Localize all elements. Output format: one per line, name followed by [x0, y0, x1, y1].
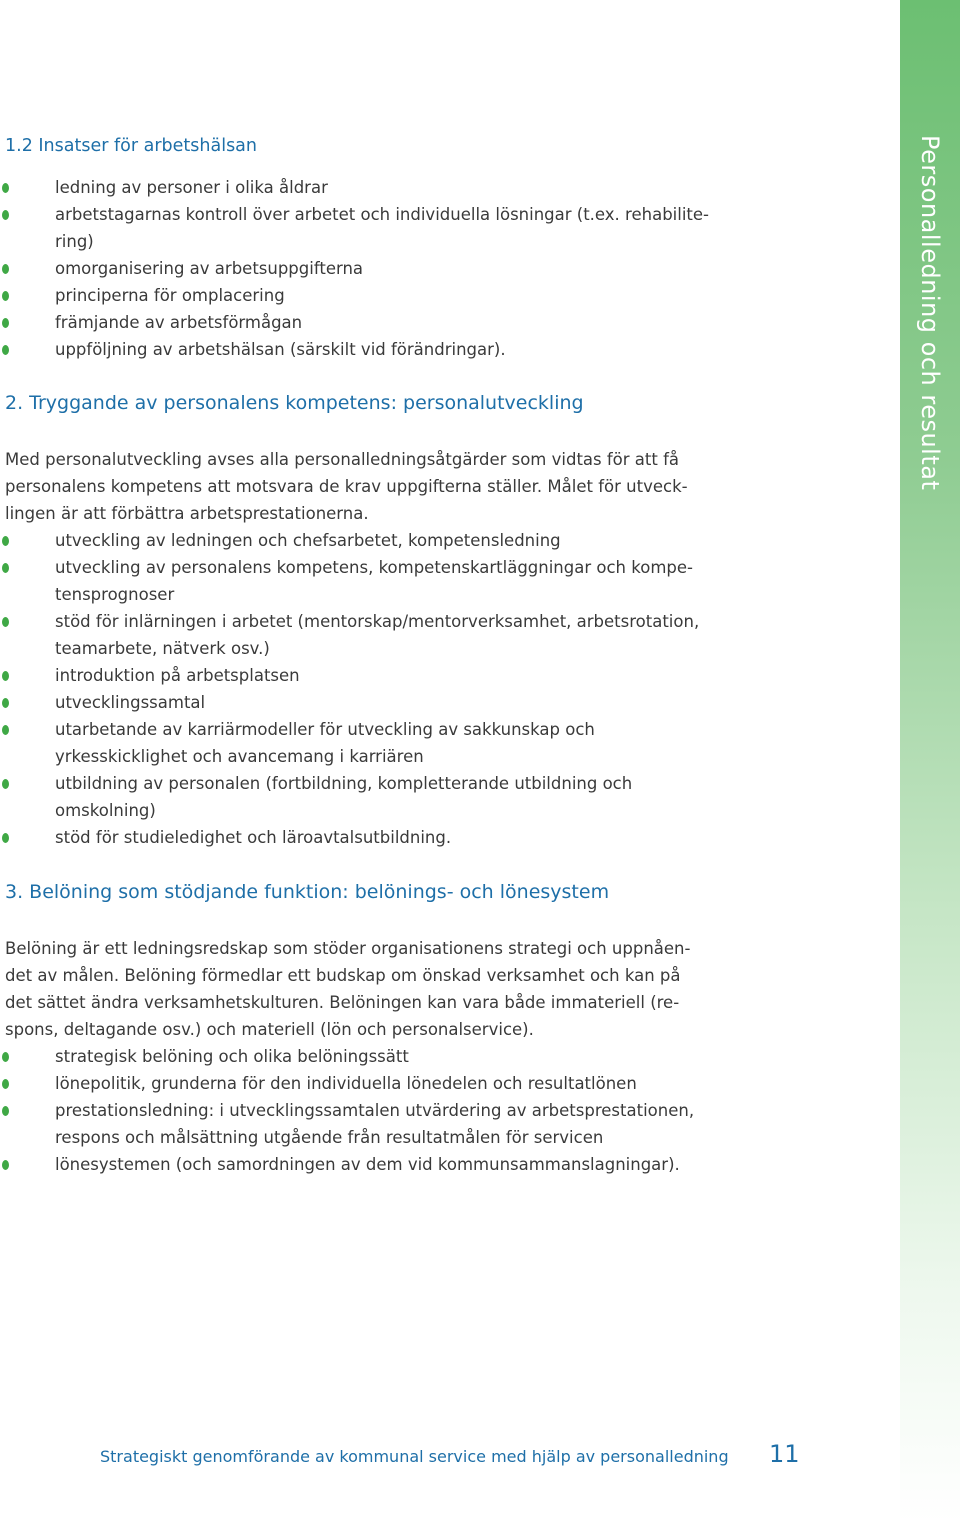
bullet-icon	[2, 833, 9, 843]
sidebar-title: Personalledning och resultat	[916, 135, 944, 491]
bullet-list-arbetshalsa	[0, 174, 709, 363]
bullet-icon	[2, 536, 9, 546]
bullet-icon	[2, 617, 9, 627]
bullet-icon	[2, 1079, 9, 1089]
list-item	[0, 1043, 694, 1070]
bullet-icon	[2, 210, 9, 220]
list-item-text: utveckling av personalens kompetens, kompetenskartläggningar och kompe-	[55, 558, 693, 577]
bullet-list-personalutveckling	[0, 527, 699, 851]
bullet-icon	[2, 264, 9, 274]
list-item	[0, 608, 699, 662]
list-item-text: introduktion på arbetsplatsen	[55, 666, 300, 685]
list-item	[0, 255, 709, 282]
section-heading-1-2: 1.2 Insatser för arbetshälsan	[5, 136, 257, 156]
list-item-text: yrkesskicklighet och avancemang i karriären	[55, 747, 424, 766]
bullet-list-beloning	[0, 1043, 694, 1178]
paragraph-line: spons, deltagande osv.) och materiell (lön och personalservice).	[5, 1020, 534, 1039]
list-item	[0, 824, 699, 851]
bullet-icon	[2, 1106, 9, 1116]
list-item-text: främjande av arbetsförmågan	[55, 313, 303, 332]
list-item	[0, 1070, 694, 1097]
list-item-text: teamarbete, nätverk osv.)	[55, 639, 270, 658]
list-item-text: uppföljning av arbetshälsan (särskilt vid förändringar).	[55, 340, 506, 359]
list-item	[0, 1097, 694, 1151]
list-item-text: utvecklingssamtal	[55, 693, 206, 712]
list-item	[0, 662, 699, 689]
list-item	[0, 689, 699, 716]
section-heading-2: 2. Tryggande av personalens kompetens: personalutveckling	[5, 392, 584, 414]
list-item-text: utbildning av personalen (fortbildning, kompletterande utbildning och	[55, 774, 633, 793]
list-item	[0, 309, 709, 336]
bullet-icon	[2, 779, 9, 789]
list-item-text: omskolning)	[55, 801, 156, 820]
bullet-icon	[2, 563, 9, 573]
bullet-icon	[2, 345, 9, 355]
list-item-text: stöd för studieledighet och läroavtalsutbildning.	[55, 828, 452, 847]
list-item-text: stöd för inlärningen i arbetet (mentorskap/mentorverksamhet, arbetsrotation,	[55, 612, 700, 631]
list-item-text: respons och målsättning utgående från resultatmålen för servicen	[55, 1128, 604, 1147]
paragraph-line: lingen är att förbättra arbetsprestationerna.	[5, 504, 369, 523]
list-item	[0, 527, 699, 554]
paragraph-beloning	[5, 935, 795, 1043]
section-heading-3: 3. Belöning som stödjande funktion: belönings- och lönesystem	[5, 881, 610, 903]
list-item	[0, 336, 709, 363]
paragraph-line: det av målen. Belöning förmedlar ett budskap om önskad verksamhet och kan på	[5, 966, 681, 985]
list-item	[0, 282, 709, 309]
list-item	[0, 770, 699, 824]
list-item-text: lönepolitik, grunderna för den individuella lönedelen och resultatlönen	[55, 1074, 637, 1093]
bullet-icon	[2, 1052, 9, 1062]
paragraph-line: det sättet ändra verksamhetskulturen. Belöningen kan vara både immateriell (re-	[5, 993, 680, 1012]
list-item-text: lönesystemen (och samordningen av dem vid kommunsammanslagningar).	[55, 1155, 680, 1174]
bullet-icon	[2, 183, 9, 193]
bullet-icon	[2, 291, 9, 301]
paragraph-line: Belöning är ett ledningsredskap som stöder organisationens strategi och uppnåen-	[5, 939, 691, 958]
list-item	[0, 201, 709, 255]
list-item-text: strategisk belöning och olika belöningssätt	[55, 1047, 409, 1066]
list-item-text: omorganisering av arbetsuppgifterna	[55, 259, 364, 278]
list-item-text: utarbetande av karriärmodeller för utveckling av sakkunskap och	[55, 720, 595, 739]
paragraph-line: Med personalutveckling avses alla personalledningsåtgärder som vidtas för att få	[5, 450, 680, 469]
bullet-icon	[2, 1160, 9, 1170]
list-item-text: utveckling av ledningen och chefsarbetet, kompetensledning	[55, 531, 561, 550]
list-item-text: tensprognoser	[55, 585, 175, 604]
bullet-icon	[2, 725, 9, 735]
list-item-text: prestationsledning: i utvecklingssamtalen utvärdering av arbetsprestationen,	[55, 1101, 695, 1120]
list-item-text: principerna för omplacering	[55, 286, 285, 305]
list-item	[0, 1151, 694, 1178]
list-item-text: ledning av personer i olika åldrar	[55, 178, 328, 197]
paragraph-line: personalens kompetens att motsvara de krav uppgifterna ställer. Målet för utveck-	[5, 477, 688, 496]
bullet-icon	[2, 671, 9, 681]
paragraph-personalutveckling	[5, 446, 795, 527]
list-item-text: arbetstagarnas kontroll över arbetet och individuella lösningar (t.ex. rehabilite-	[55, 205, 709, 224]
bullet-icon	[2, 698, 9, 708]
bullet-icon	[2, 318, 9, 328]
footer-title: Strategiskt genomförande av kommunal service med hjälp av personalledning	[100, 1447, 729, 1466]
list-item	[0, 174, 709, 201]
list-item	[0, 554, 699, 608]
list-item	[0, 716, 699, 770]
page-number: 11	[769, 1440, 800, 1468]
list-item-text: ring)	[55, 232, 94, 251]
